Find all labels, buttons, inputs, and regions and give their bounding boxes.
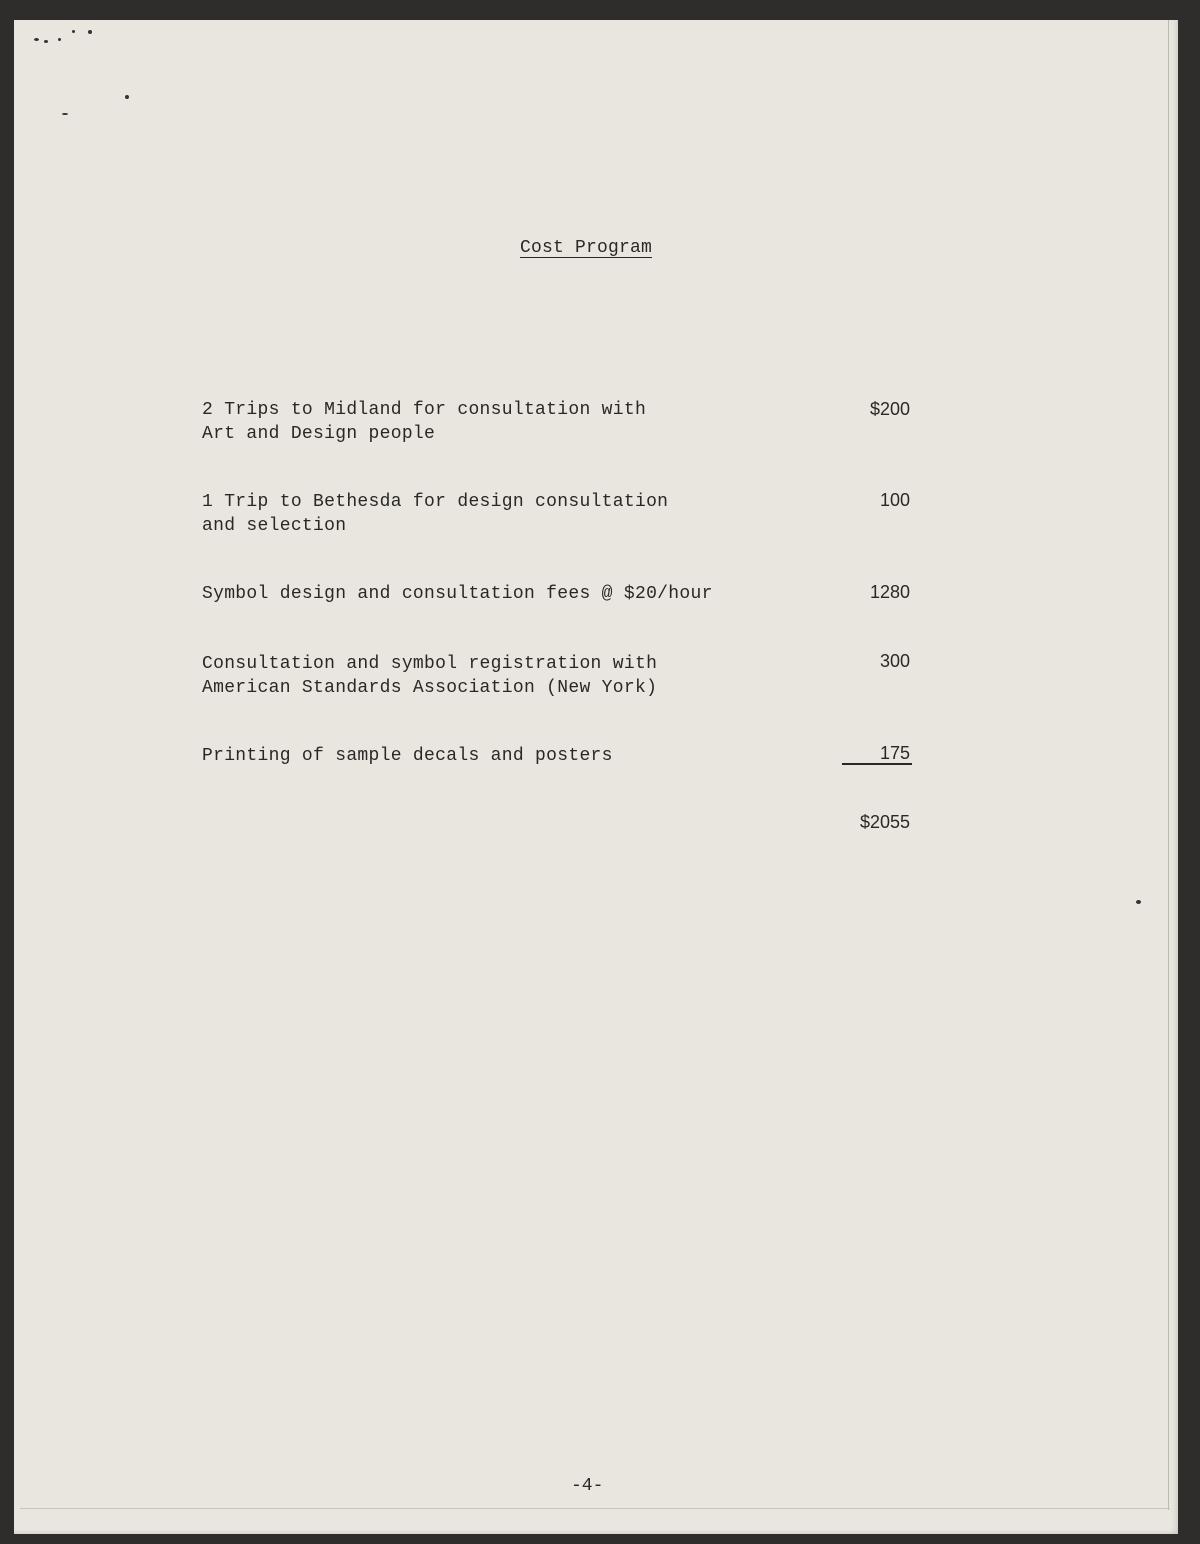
paper-speck bbox=[88, 30, 92, 34]
cost-item-amount: $200 bbox=[869, 399, 910, 419]
paper-speck bbox=[125, 95, 129, 99]
page-bottom-edge bbox=[20, 1508, 1170, 1509]
cost-item-description: Consultation and symbol registration with American Standards Association (New York) bbox=[202, 654, 658, 698]
cost-item-description: 1 Trip to Bethesda for design consultation and selection bbox=[202, 492, 669, 536]
cost-item-description: Printing of sample decals and posters bbox=[202, 746, 613, 766]
paper-speck bbox=[44, 40, 48, 43]
cost-item-amount: 100 bbox=[879, 490, 910, 510]
total-amount: $2055 bbox=[859, 812, 910, 832]
paper-speck bbox=[58, 38, 61, 41]
cost-item-description: 2 Trips to Midland for consultation with Art and Design people bbox=[202, 400, 647, 444]
cost-item-amount: 300 bbox=[879, 651, 910, 671]
subtotal-rule bbox=[842, 763, 912, 765]
page-number: -4- bbox=[571, 1476, 604, 1496]
paper-speck bbox=[62, 113, 68, 115]
document-title: Cost Program bbox=[520, 238, 653, 258]
paper-speck bbox=[34, 38, 39, 41]
cost-item-amount: 1280 bbox=[869, 582, 910, 602]
paper-speck bbox=[72, 30, 75, 33]
cost-item-description: Symbol design and consultation fees @ $20/hour bbox=[202, 584, 713, 604]
cost-item-amount: 175 bbox=[879, 743, 910, 763]
page-edge bbox=[1168, 20, 1169, 1510]
paper-speck bbox=[1136, 900, 1141, 904]
